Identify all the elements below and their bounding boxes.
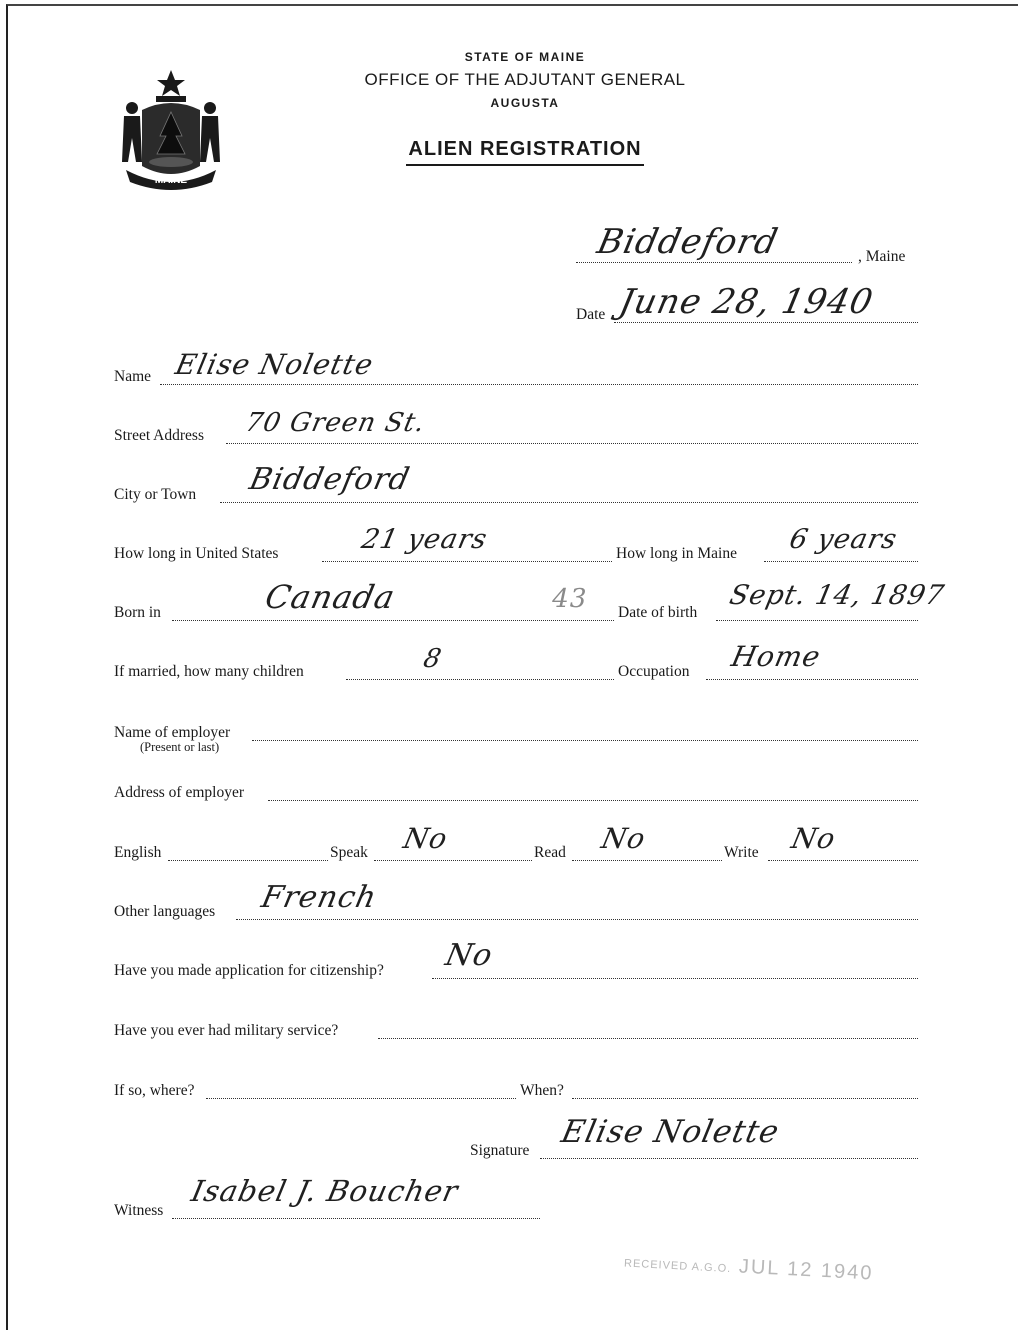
street-label: Street Address [114,427,204,444]
place-suffix: , Maine [858,248,906,265]
witness-label: Witness [114,1202,164,1219]
where-line [206,1098,516,1099]
born-note: 43 [548,584,591,614]
place-value: Biddeford [593,222,782,262]
other-languages-label: Other languages [114,903,216,920]
place-line [576,262,852,263]
employer-sublabel: (Present or last) [140,740,220,754]
date-value: June 28, 1940 [615,282,878,322]
citizenship-label: Have you made application for citizenship? [114,962,384,979]
where-label: If so, where? [114,1082,195,1099]
write-line [768,860,918,861]
dob-value: Sept. 14, 1897 [726,580,948,611]
us-label: How long in United States [114,545,279,562]
read-line [572,860,722,861]
born-line [172,620,614,621]
street-line [226,443,918,444]
maine-label: How long in Maine [616,545,737,562]
signature-line [540,1158,918,1159]
city-value: Biddeford [246,462,414,497]
children-value: 8 [420,644,445,674]
born-value: Canada [261,578,399,616]
stamp-prefix: RECEIVED A.G.O. [623,1257,732,1276]
header-state: STATE OF MAINE [464,50,586,64]
occupation-line [706,679,918,680]
us-line [322,561,612,562]
speak-label: Speak [330,844,368,861]
military-line [378,1038,918,1039]
speak-line [374,860,532,861]
state-seal-icon [112,66,230,190]
dob-line [716,620,918,621]
signature-label: Signature [470,1142,530,1159]
us-value: 21 years [358,524,491,555]
header-office: OFFICE OF THE ADJUTANT GENERAL [364,70,686,89]
other-languages-line [236,919,918,920]
seal-text: MAINE [154,175,188,186]
street-value: 70 Green St. [242,408,429,438]
header-city: AUGUSTA [490,96,560,110]
signature-value: Elise Nolette [558,1114,783,1150]
employer-line [252,740,918,741]
date-label: Date [576,306,606,323]
maine-line [764,561,918,562]
name-value: Elise Nolette [172,348,377,381]
read-label: Read [534,844,566,861]
citizenship-value: No [442,938,497,973]
write-label: Write [724,844,759,861]
witness-value: Isabel J. Boucher [188,1174,462,1208]
city-line [220,502,918,503]
citizenship-line [432,978,918,979]
name-label: Name [114,368,152,385]
employer-label: Name of employer [114,724,231,741]
when-label: When? [520,1082,564,1099]
form-header [330,50,720,166]
form-title: ALIEN REGISTRATION [406,138,643,166]
dob-label: Date of birth [618,604,698,621]
witness-line [172,1218,540,1219]
name-line [160,384,918,385]
employer-address-label: Address of employer [114,784,244,801]
children-line [346,679,614,680]
occupation-label: Occupation [618,663,690,680]
born-label: Born in [114,604,161,621]
read-value: No [598,822,649,855]
employer-address-line [268,800,918,801]
occupation-value: Home [728,640,824,673]
maine-value: 6 years [786,524,901,555]
children-label: If married, how many children [114,663,304,680]
english-line [168,860,328,861]
city-label: City or Town [114,486,197,503]
military-label: Have you ever had military service? [114,1022,339,1039]
date-line [614,322,918,323]
write-value: No [788,822,839,855]
stamp-date: JUL 12 1940 [738,1255,874,1285]
when-line [572,1098,918,1099]
speak-value: No [400,822,451,855]
english-label: English [114,844,162,861]
other-languages-value: French [258,880,381,915]
